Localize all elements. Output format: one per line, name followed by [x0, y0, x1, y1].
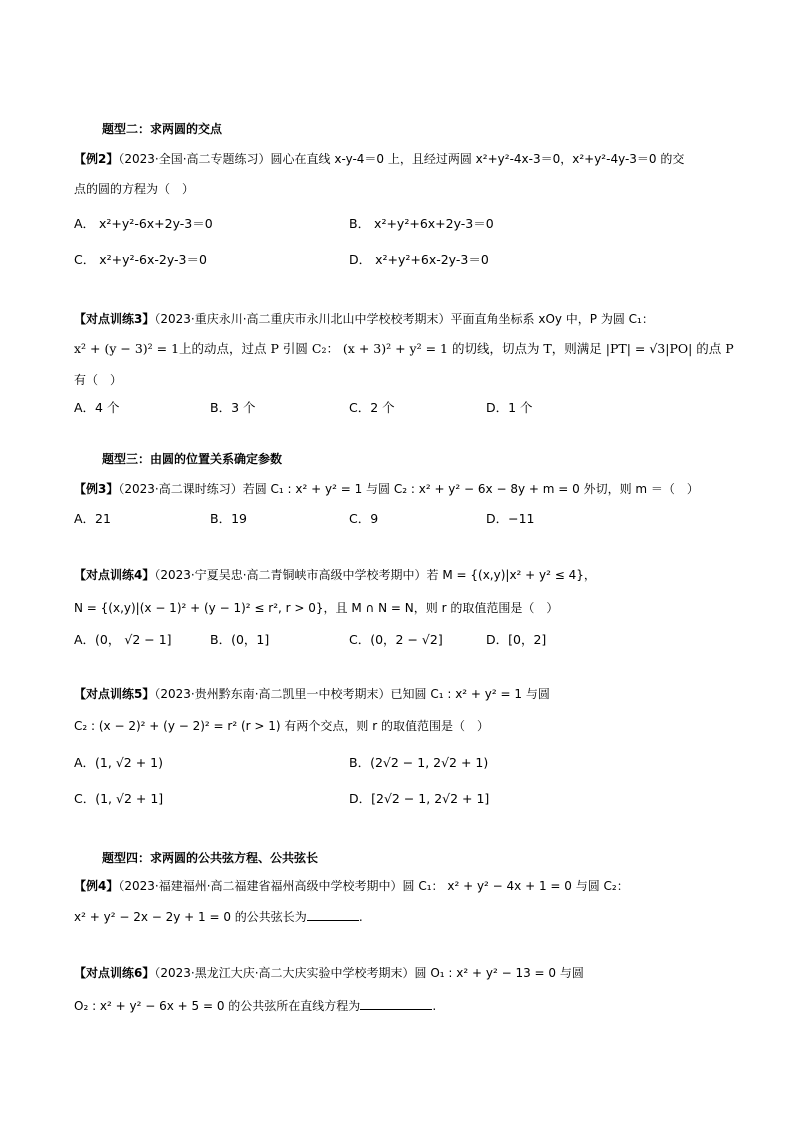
training-5-line-1: [74, 686, 550, 702]
option-a: A．21: [74, 511, 111, 526]
training-label: 【对点训练4】: [74, 568, 155, 582]
example-2-line-2: 点的圆的方程为（ ）: [74, 182, 195, 196]
training-4-line-1: [74, 567, 596, 583]
option-b: B． x²+y²+6x+2y-3＝0: [349, 216, 494, 231]
option-c: C．(1, √2 + 1]: [74, 791, 164, 806]
option-b: B．(0，1]: [210, 632, 270, 647]
training-label: 【对点训练6】: [74, 966, 155, 980]
training-3-line-2: x² + (y − 3)² = 1上的动点，过点 P 引圆 C₂： (x + 3)² + y² = 1 的切线，切点为 T，则满足 |PT| = √3|PO| 的点 P: [74, 341, 734, 356]
example-3-line-1: [74, 481, 699, 497]
section-title: 题型四：求两圆的公共弦方程、公共弦长: [102, 851, 319, 865]
example-4-line-2: [74, 908, 363, 925]
training-3-line-1: [74, 311, 654, 327]
question-text: x² + y² − 2x − 2y + 1 = 0 的公共弦长为: [74, 910, 307, 924]
question-text: 平面直角坐标系 xOy 中，P 为圆 C₁：: [450, 312, 654, 326]
option-c: C．(0，2 − √2]: [349, 632, 443, 647]
example-4-line-1: [74, 878, 629, 894]
option-b: B．3 个: [210, 400, 256, 415]
question-text: 若圆 C₁ : x² + y² = 1 与圆 C₂ : x² + y² − 6x − 8y + m = 0 外切，则 m ＝（ ）: [242, 482, 699, 496]
option-a: A．(1, √2 + 1): [74, 755, 163, 770]
option-d: D． x²+y²+6x-2y-3＝0: [349, 252, 489, 267]
question-text: 圆 O₁ : x² + y² − 13 = 0 与圆: [414, 966, 584, 980]
section-title: 题型三：由圆的位置关系确定参数: [102, 452, 283, 466]
option-c: C． x²+y²-6x-2y-3＝0: [74, 252, 207, 267]
option-c: C．9: [349, 511, 379, 526]
source-tag: （2023·黑龙江大庆·高二大庆实验中学校考期末）: [154, 966, 415, 980]
source-tag: （2023·高二课时练习）: [118, 482, 243, 496]
question-text: O₂ : x² + y² − 6x + 5 = 0 的公共弦所在直线方程为: [74, 999, 361, 1013]
option-a: A． x²+y²-6x+2y-3＝0: [74, 216, 213, 231]
question-text: 已知圆 C₁ : x² + y² = 1 与圆: [390, 687, 550, 701]
source-tag: （2023·重庆永川·高二重庆市永川北山中学校校考期末）: [154, 312, 451, 326]
question-text: 若 M = {(x,y)|x² + y² ≤ 4}，: [426, 568, 596, 582]
option-a: A．4 个: [74, 400, 120, 415]
source-tag: （2023·贵州黔东南·高二凯里一中校考期末）: [154, 687, 391, 701]
training-3-line-3: 有（ ）: [74, 373, 123, 387]
section-title: 题型二：求两圆的交点: [102, 122, 223, 136]
training-label: 【对点训练5】: [74, 687, 155, 701]
answer-blank: [360, 997, 432, 1010]
source-tag: （2023·宁夏吴忠·高二青铜峡市高级中学校考期中）: [154, 568, 427, 582]
period: .: [432, 999, 437, 1013]
example-label: 【例4】: [74, 879, 119, 893]
training-label: 【对点训练3】: [74, 312, 155, 326]
source-tag: （2023·福建福州·高二福建省福州高级中学校考期中）: [118, 879, 403, 893]
example-label: 【例3】: [74, 482, 119, 496]
question-text: 圆心在直线 x-y-4＝0 上，且经过两圆 x²+y²-4x-3＝0，x²+y²-4y-3＝0 的交: [270, 152, 685, 166]
example-label: 【例2】: [74, 152, 119, 166]
training-5-line-2: C₂ : (x − 2)² + (y − 2)² = r² (r > 1) 有两个交点，则 r 的取值范围是（ ）: [74, 719, 489, 733]
option-d: D．−11: [486, 511, 535, 526]
option-a: A．(0， √2 − 1]: [74, 632, 172, 647]
question-text: 圆 C₁： x² + y² − 4x + 1 = 0 与圆 C₂：: [402, 879, 629, 893]
training-6-line-1: [74, 965, 584, 981]
answer-blank: [307, 908, 359, 921]
example-2-line-1: [74, 151, 684, 167]
option-d: D．1 个: [486, 400, 533, 415]
training-4-line-2: N = {(x,y)|(x − 1)² + (y − 1)² ≤ r², r > 0}，且 M ∩ N = N，则 r 的取值范围是（ ）: [74, 601, 559, 615]
option-d: D．[0，2]: [486, 632, 547, 647]
training-6-line-2: [74, 997, 436, 1014]
option-b: B．(2√2 − 1, 2√2 + 1): [349, 755, 489, 770]
option-c: C．2 个: [349, 400, 395, 415]
period: .: [358, 910, 363, 924]
source-tag: （2023·全国·高二专题练习）: [118, 152, 271, 166]
option-b: B．19: [210, 511, 247, 526]
option-d: D．[2√2 − 1, 2√2 + 1]: [349, 791, 490, 806]
